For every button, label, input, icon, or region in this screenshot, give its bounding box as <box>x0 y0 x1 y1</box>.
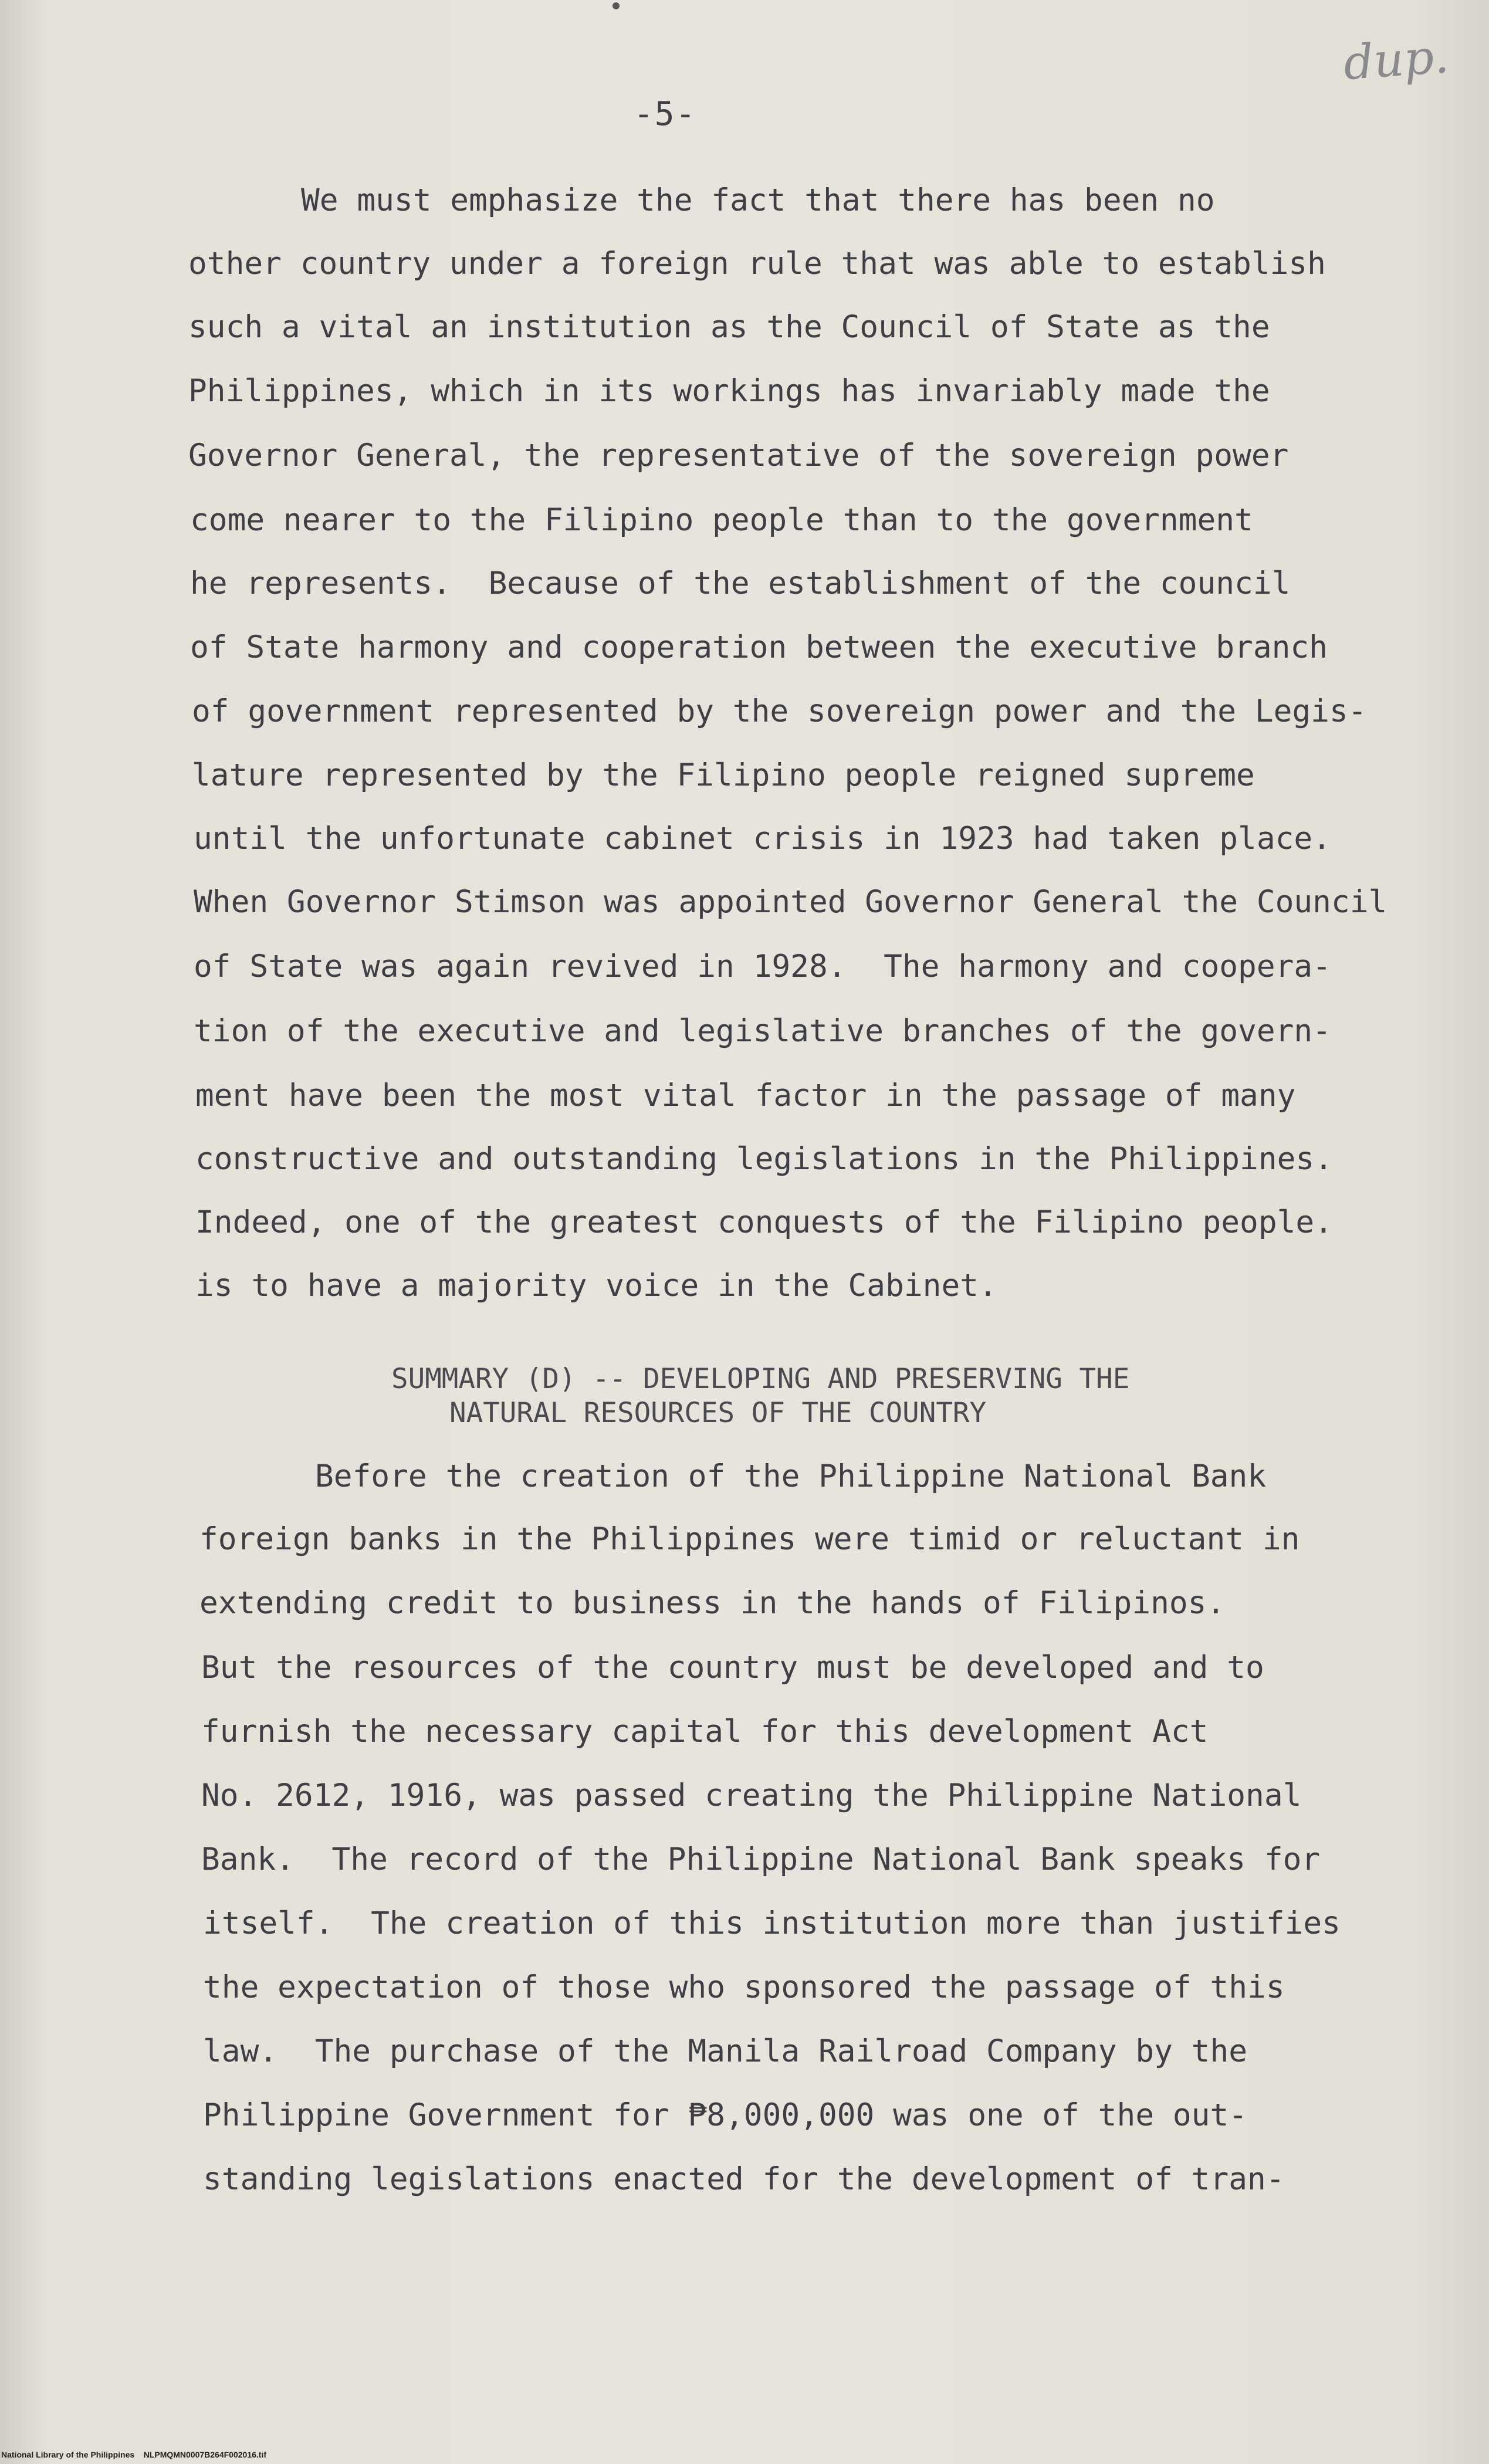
heading-line: NATURAL RESOURCES OF THE COUNTRY <box>449 1397 987 1429</box>
page-number: -5- <box>634 95 697 133</box>
text-line: is to have a majority voice in the Cabinet. <box>195 1268 997 1304</box>
text-line: of State harmony and cooperation between the executive branch <box>190 629 1328 665</box>
text-line: Bank. The record of the Philippine National Bank speaks for <box>201 1842 1321 1877</box>
text-line: When Governor Stimson was appointed Governor General the Council <box>194 884 1388 920</box>
text-line: extending credit to business in the hands of Filipinos. <box>199 1585 1226 1621</box>
text-line: law. The purchase of the Manila Railroad Company by the <box>203 2033 1248 2069</box>
text-line: come nearer to the Filipino people than to the government <box>190 502 1253 538</box>
text-line: standing legislations enacted for the development of tran- <box>203 2161 1285 2197</box>
text-line: Governor General, the representative of the sovereign power <box>188 438 1289 473</box>
text-line: constructive and outstanding legislations in the Philippines. <box>195 1141 1333 1177</box>
text-line: of State was again revived in 1928. The harmony and coopera- <box>194 949 1331 984</box>
text-line: ment have been the most vital factor in the passage of many <box>195 1078 1296 1113</box>
heading-line: SUMMARY (D) -- DEVELOPING AND PRESERVING THE <box>391 1363 1130 1395</box>
text-line: Before the creation of the Philippine National Bank <box>315 1458 1267 1494</box>
archive-footer: National Library of the Philippines NLPMQMN0007B264F002016.tif <box>1 2450 267 2459</box>
text-line: furnish the necessary capital for this development Act <box>201 1714 1209 1749</box>
text-line: he represents. Because of the establishment of the council <box>190 566 1291 601</box>
text-line: the expectation of those who sponsored the passage of this <box>203 1969 1285 2005</box>
text-line: itself. The creation of this institution more than justifies <box>203 1905 1341 1941</box>
handwritten-margin-note: dup. <box>1341 28 1451 91</box>
text-line: We must emphasize the fact that there has been no <box>301 182 1215 218</box>
text-line: such a vital an institution as the Council of State as the <box>188 309 1270 345</box>
text-line: Philippines, which in its workings has invariably made the <box>188 373 1270 409</box>
text-line: tion of the executive and legislative branches of the govern- <box>194 1013 1331 1049</box>
text-line: of government represented by the sovereign power and the Legis- <box>192 693 1367 729</box>
text-line: other country under a foreign rule that was able to establish <box>188 246 1326 282</box>
text-line: foreign banks in the Philippines were timid or reluctant in <box>199 1521 1300 1557</box>
text-line: No. 2612, 1916, was passed creating the Philippine National <box>201 1778 1302 1813</box>
text-line: Indeed, one of the greatest conquests of the Filipino people. <box>195 1204 1333 1240</box>
text-line: until the unfortunate cabinet crisis in 1923 had taken place. <box>194 821 1331 857</box>
text-line: Philippine Government for ₱8,000,000 was one of the out- <box>203 2097 1248 2133</box>
punch-mark <box>612 2 620 9</box>
text-line: But the resources of the country must be developed and to <box>201 1650 1264 1685</box>
text-line: lature represented by the Filipino people reigned supreme <box>192 757 1255 793</box>
